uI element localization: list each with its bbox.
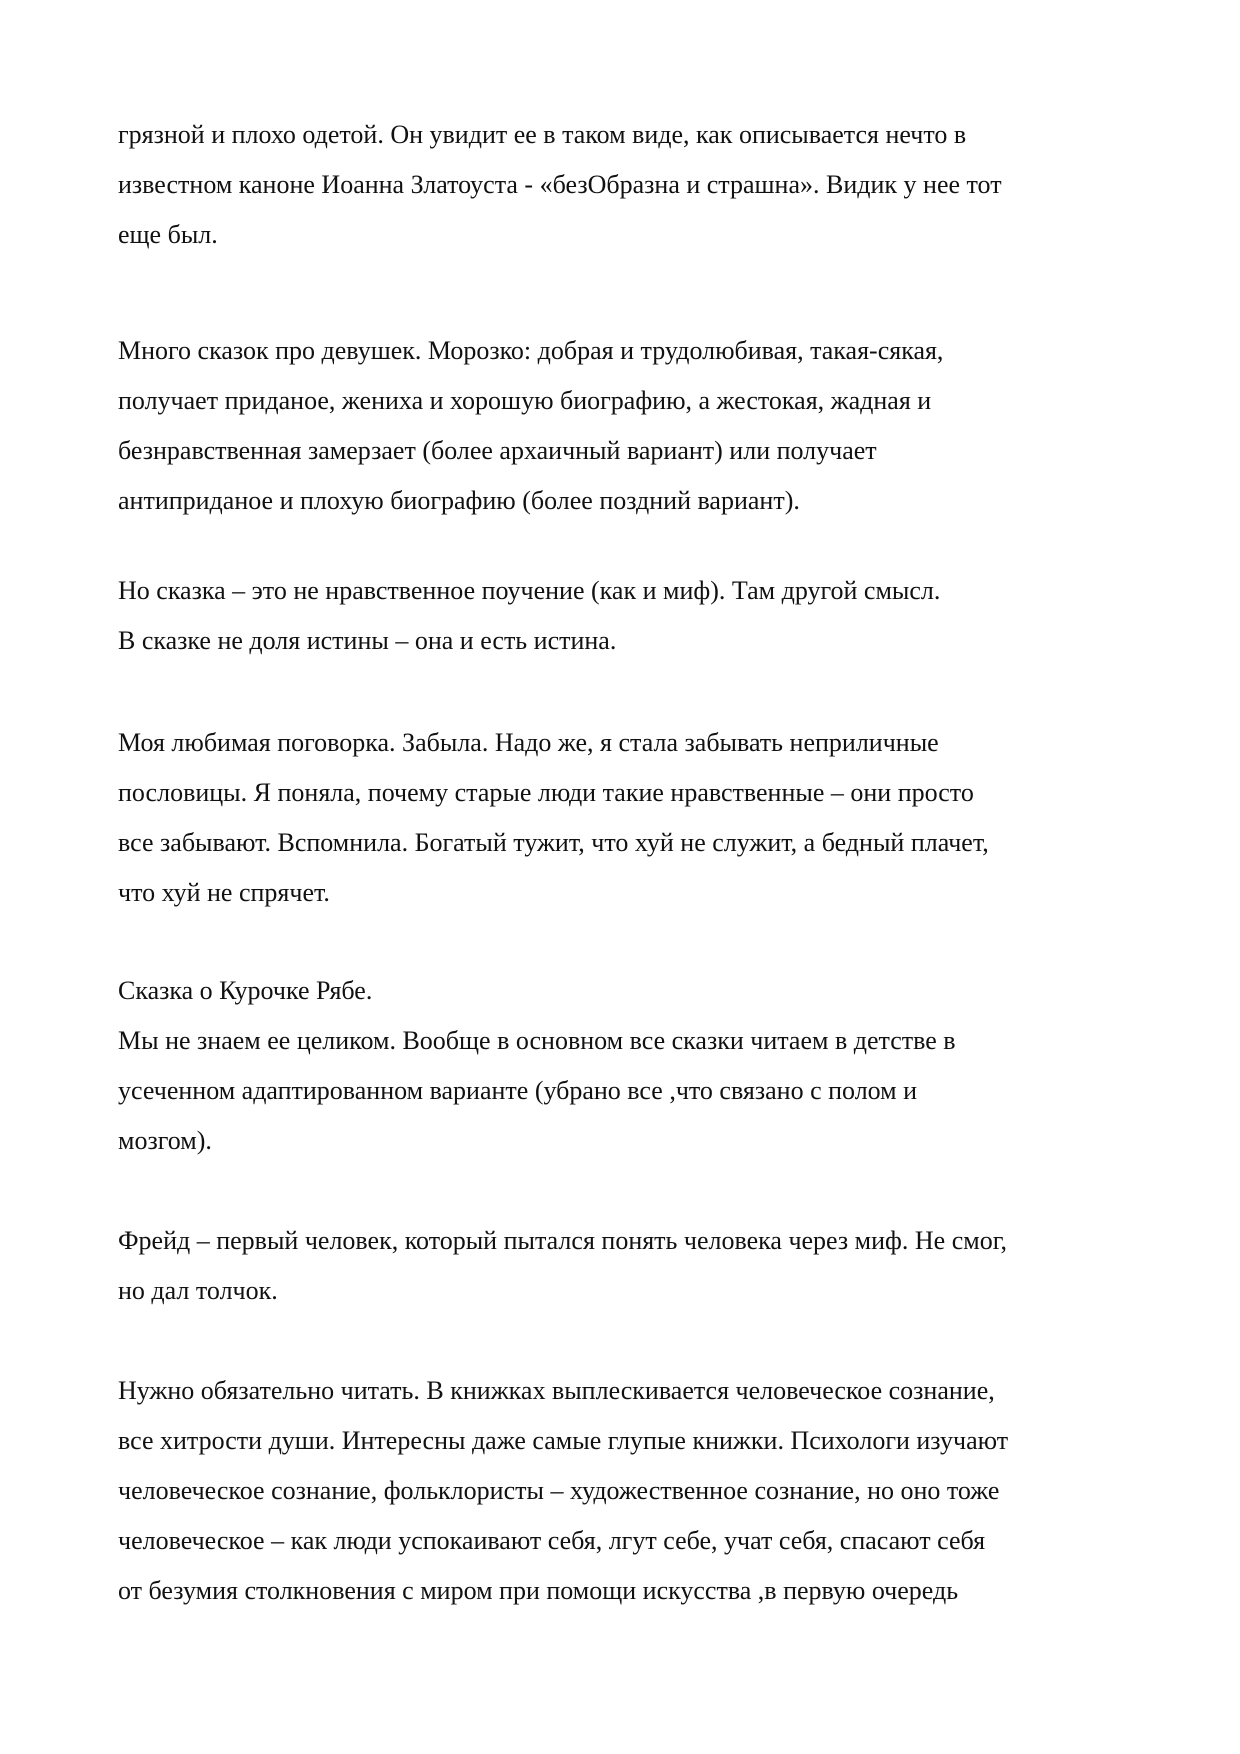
- paragraph-3: [118, 566, 1138, 666]
- text-line: грязной и плохо одетой. Он увидит ее в таком виде, как описывается нечто в: [118, 120, 967, 149]
- text-line: человеческое – как люди успокаивают себя, лгут себе, учат себя, спасают себя: [118, 1526, 986, 1555]
- paragraph-2: [118, 326, 1138, 526]
- text-line: известном каноне Иоанна Златоуста - «безОбразна и страшна». Видик у нее тот: [118, 170, 1002, 199]
- text-line: все хитрости души. Интересны даже самые глупые книжки. Психологи изучают: [118, 1426, 1009, 1455]
- text-line: антиприданое и плохую биографию (более поздний вариант).: [118, 486, 800, 515]
- text-line: но дал толчок.: [118, 1276, 278, 1305]
- paragraph-4: [118, 718, 1138, 918]
- text-line: Но сказка – это не нравственное поучение (как и миф). Там другой смысл.: [118, 576, 941, 605]
- text-line: все забывают. Вспомнила. Богатый тужит, что хуй не служит, а бедный плачет,: [118, 828, 989, 857]
- text-line: еще был.: [118, 220, 218, 249]
- text-line: Моя любимая поговорка. Забыла. Надо же, я стала забывать неприличные: [118, 728, 939, 757]
- text-line: человеческое сознание, фольклористы – художественное сознание, но оно тоже: [118, 1476, 1000, 1505]
- text-line: Нужно обязательно читать. В книжках выплескивается человеческое сознание,: [118, 1376, 995, 1405]
- text-line: Мы не знаем ее целиком. Вообще в основном все сказки читаем в детстве в: [118, 1026, 956, 1055]
- text-line: Много сказок про девушек. Морозко: добрая и трудолюбивая, такая-сякая,: [118, 336, 944, 365]
- text-line: Фрейд – первый человек, который пытался понять человека через миф. Не смог,: [118, 1226, 1007, 1255]
- text-line: от безумия столкновения с миром при помощи искусства ,в первую очередь: [118, 1576, 959, 1605]
- text-line: безнравственная замерзает (более архаичный вариант) или получает: [118, 436, 877, 465]
- text-line: пословицы. Я поняла, почему старые люди такие нравственные – они просто: [118, 778, 974, 807]
- text-line: мозгом).: [118, 1126, 212, 1155]
- text-line: получает приданое, жениха и хорошую биографию, а жестокая, жадная и: [118, 386, 932, 415]
- text-line: усеченном адаптированном варианте (убрано все ,что связано с полом и: [118, 1076, 918, 1105]
- text-line: что хуй не спрячет.: [118, 878, 330, 907]
- paragraph-5: [118, 966, 1138, 1166]
- paragraph-7: [118, 1366, 1138, 1616]
- paragraph-1: [118, 110, 1138, 260]
- text-line: В сказке не доля истины – она и есть истина.: [118, 626, 617, 655]
- paragraph-6: [118, 1216, 1138, 1316]
- text-line: Сказка о Курочке Рябе.: [118, 976, 373, 1005]
